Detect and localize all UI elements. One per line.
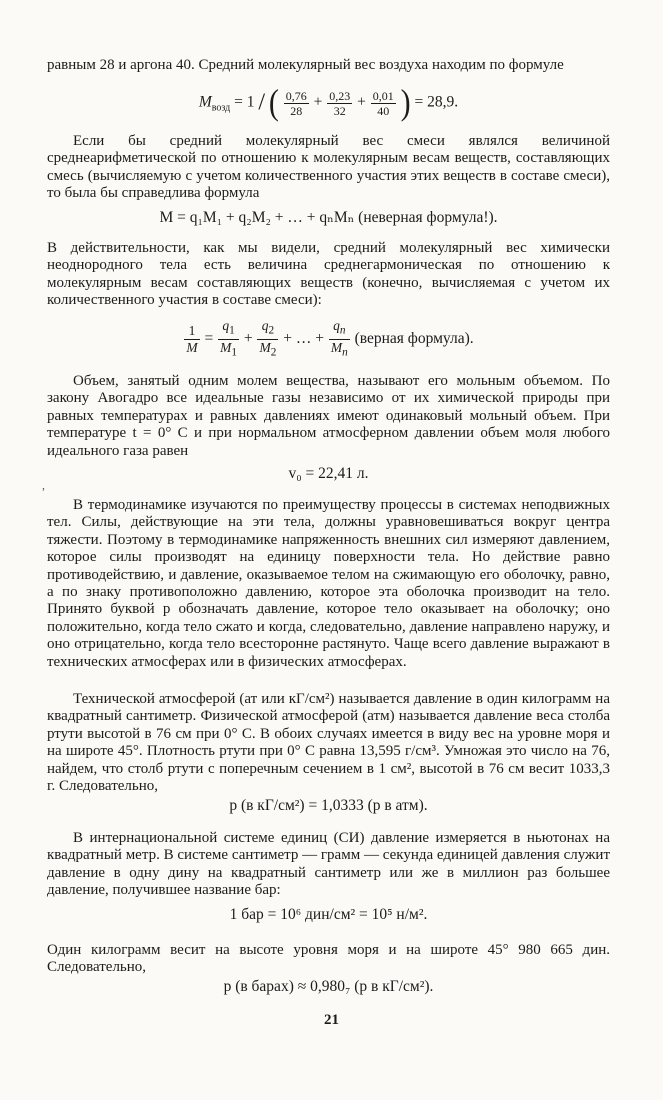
formula-pressure-conversion: p (в кГ/см²) = 1,0333 (p в атм). xyxy=(229,797,428,814)
paragraph-text: равным 28 и аргона 40. Средний молекулярный вес воздуха находим по формуле xyxy=(47,57,564,73)
paragraph-1 xyxy=(47,57,610,74)
paragraph-text: В интернациональной системе единиц (СИ) давление измеряется в ньютонах на квадратный метр. В системе сантиметр — грамм — секунда единицей давления служит давление в одну дину на квадратный сантиметр или же в миллион раз большее давление, получившее название бар: xyxy=(47,830,610,899)
paragraph-text: В действительности, как мы видели, средний молекулярный вес химически неоднородного тела есть величина среднегармоническая по отношению к молекулярным весам составляющих веществ (конечно, вычисляемая с учетом их количественного участия в составе смеси): xyxy=(47,240,610,309)
formula-correct: $\frac{1}{M}$ = $\frac{q_1}{M_1}$ + $\frac{q_2}{M_2}$ + … + $\frac{q_n}{M_n}$ (верная формула). xyxy=(186,318,474,359)
formula-bar: 1 бар = 10⁶ дин/см² = 10⁵ н/м². xyxy=(229,906,428,923)
paragraph-text: В термодинамике изучаются по преимуществу процессы в системах неподвижных тел. Силы, действующие на эти тела, должны уравновешиваться вокруг центра тяжести. Поэтому в термодинамике напряженность внешних сил измеряют давлением, которое силы производят на единицу поверхности тела. Но действие равно противодействию, и давление, оказываемое телом на сжимающую его оболочку, равно, а по знаку противоположно давлению, которое эта оболочка производит на тело. Принято буквой p обозначать давление, которое тело оказывает на оболочку; оно положительно, когда тело сжато и когда, следовательно, давление направлено наружу, и оно отрицательно, когда тело всесторонне растянуто. Чаще всего давление выражают в технических атмосферах или в физических атмосферах. xyxy=(47,497,610,670)
page-number: 21 xyxy=(324,1012,339,1028)
formula-bar-conversion: p (в барах) ≈ 0,980₇ (p в кГ/см²). xyxy=(223,978,434,995)
paragraph-text: Если бы средний молекулярный вес смеси являлся величиной среднеарифметической по отношению к молекулярным весам веществ, составляющих смесь (вычисляемую с учетом количественного участия этих веществ в составе смеси), то была бы справедлива формула xyxy=(47,133,610,202)
paragraph-8 xyxy=(47,942,610,977)
paragraph-text: Технической атмосферой (ат или кГ/см²) называется давление в один килограмм на квадратный сантиметр. Физической атмосферой (атм) называется давление веса столба ртути высотой в 76 см при 0° С. В обоих случаях имеется в виду вес на уровне моря и на широте 45°. Плотность ртути при 0° С равна 13,595 г/см³. Умножая это число на 76, найдем, что столб ртути с поперечным сечением в 1 см², высотой в 76 см весит 1033,3 г. Следовательно, xyxy=(47,691,610,795)
scan-mark: , xyxy=(42,478,45,492)
paragraph-3 xyxy=(47,240,610,310)
formula-wrong: M = q₁M₁ + q₂M₂ + … + qₙMₙ (неверная формула!). xyxy=(159,209,498,226)
paragraph-5 xyxy=(47,497,610,671)
formula-molar-volume: v₀ = 22,41 л. xyxy=(288,465,369,482)
paragraph-text: Объем, занятый одним молем вещества, называют его мольным объемом. По закону Авогадро все идеальные газы независимо от их химической природы при равных температурах и равных давлениях имеют одинаковый мольный объем. При температуре t = 0° С и при нормальном атмосферном давлении объем моля любого идеального газа равен xyxy=(47,373,610,459)
paragraph-text: Один килограмм весит на высоте уровня моря и на широте 45° 980 665 дин. Следовательно, xyxy=(47,942,610,976)
formula-air-molecular-weight: $M_{возд} = 1$ / ( $\frac{0,76}{28}$ + $\frac{0,23}{32}$ + $\frac{0,01}{40}$ ) = 28,9. xyxy=(198,82,459,123)
paragraph-2 xyxy=(47,133,610,203)
paragraph-6 xyxy=(47,691,610,795)
paragraph-7 xyxy=(47,830,610,900)
paragraph-4 xyxy=(47,373,610,460)
